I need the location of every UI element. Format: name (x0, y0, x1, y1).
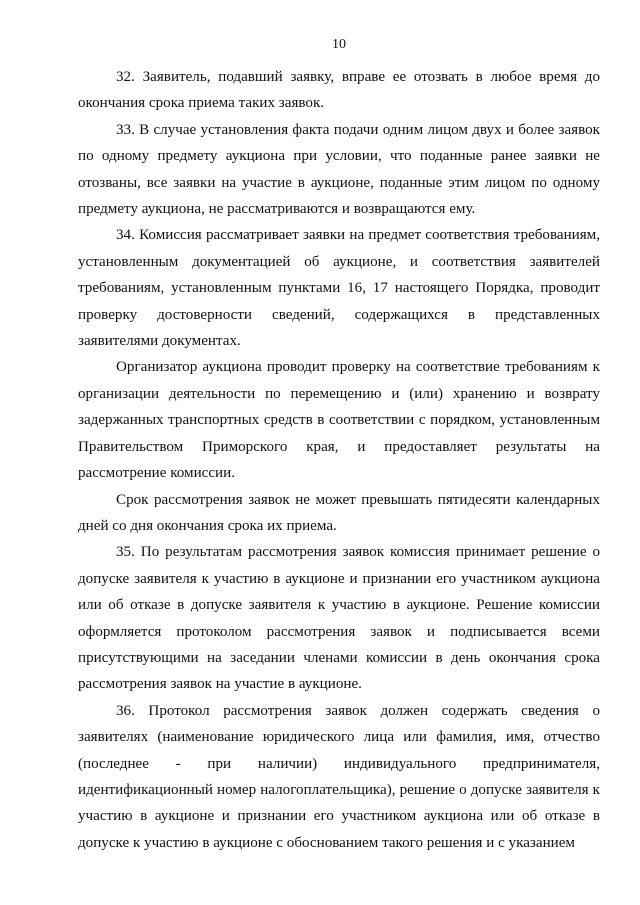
paragraph-review-term: Срок рассмотрения заявок не может превышать пятидесяти календарных дней со дня окончания срока их приема. (78, 491, 600, 534)
paragraph-35: 35. По результатам рассмотрения заявок комиссия принимает решение о допуске заявителя к участию в аукционе и признании его участником аукциона или об отказе в допуске заявителя к участию в аукционе. Решение комиссии оформляется протоколом рассмотрения заявок и подписывается всеми присутствующими на заседании членами комиссии в день окончания срока рассмотрения заявок на участие в аукционе. (78, 544, 600, 693)
document-body (78, 64, 600, 856)
paragraph-32: 32. Заявитель, подавший заявку, вправе ее отозвать в любое время до окончания срока приема таких заявок. (78, 69, 600, 112)
paragraph-36: 36. Протокол рассмотрения заявок должен содержать сведения о заявителях (наименование юридического лица или фамилия, имя, отчество (последнее - при наличии) индивидуального предпринимателя, идентификационный номер налогоплательщика), решение о допуске заявителя к участию в аукционе и признании его участником аукциона или об отказе в допуске к участию в аукционе с обоснованием такого решения и с указанием (78, 702, 600, 851)
paragraph-34: 34. Комиссия рассматривает заявки на предмет соответствия требованиям, установленным документацией об аукционе, и соответствия заявителей требованиям, установленным пунктами 16, 17 настоящего Порядка, проводит проверку достоверности сведений, содержащихся в представленных заявителями документах. (78, 227, 600, 350)
paragraph-33: 33. В случае установления факта подачи одним лицом двух и более заявок по одному предмету аукциона при условии, что поданные ранее заявки не отозваны, все заявки на участие в аукционе, поданные этим лицом по одному предмету аукциона, не рассматриваются и возвращаются ему. (78, 121, 600, 218)
page-number: 10 (332, 37, 346, 52)
paragraph-organizer-check: Организатор аукциона проводит проверку на соответствие требованиям к организации деятельности по перемещению и (или) хранению и возврату задержанных транспортных средств в соответствии с порядком, установленным Правительством Приморского края, и предоставляет результаты на рассмотрение комиссии. (78, 359, 600, 482)
